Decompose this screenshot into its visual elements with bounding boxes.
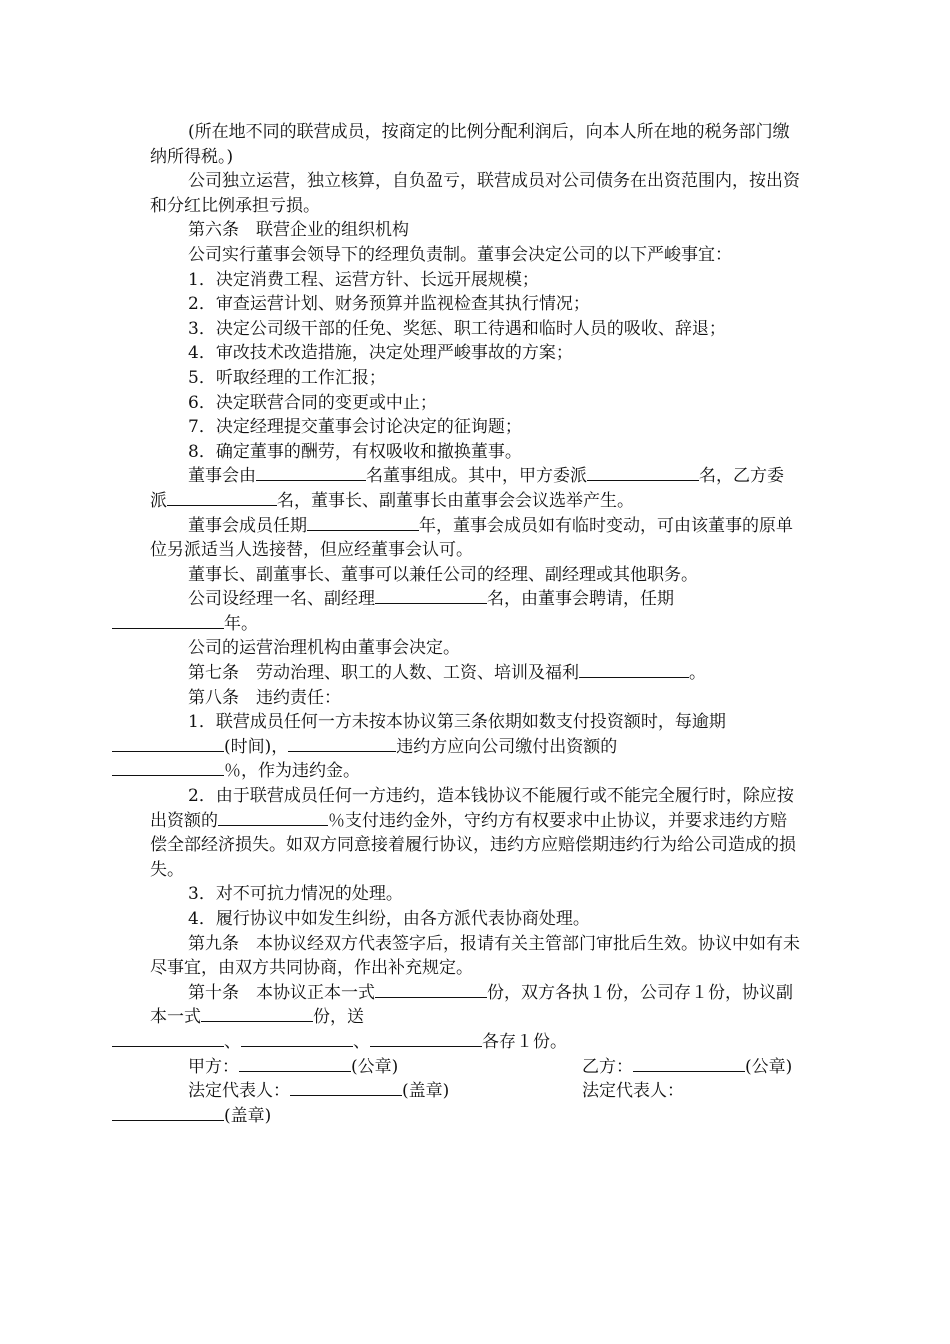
fill-blank (370, 1030, 482, 1047)
fill-blank (112, 612, 224, 629)
signature-parties (150, 1055, 800, 1080)
paragraph-concurrent-posts: 董事长、副董事长、董事可以兼任公司的经理、副经理或其他职务。 (188, 564, 698, 585)
paragraph-board-composition (150, 464, 800, 513)
list-item: 6．决定联营合同的变更或中止； (188, 392, 437, 413)
text: 名，董事长、副董事长由董事会会议选举产生。 (277, 490, 634, 511)
article-10 (150, 981, 800, 1055)
text: 公司设经理一名、副经理 (188, 589, 375, 610)
fill-blank (112, 735, 224, 752)
fill-blank (112, 1030, 224, 1047)
party-b-label: 乙方： (582, 1056, 633, 1077)
article-8-heading: 第八条 违约责任： (188, 687, 341, 708)
fill-blank (290, 1079, 402, 1096)
fill-blank (633, 1055, 745, 1072)
fill-blank (112, 1104, 224, 1121)
text: 名董事组成。其中，甲方委派 (366, 466, 587, 487)
text: 、 (353, 1031, 370, 1052)
fill-blank (256, 464, 366, 481)
fill-blank (307, 514, 419, 531)
paragraph-tax: (所在地不同的联营成员，按商定的比例分配利润后，向本人所在地的税务部门缴纳所得税。) (150, 122, 790, 167)
fill-blank (375, 981, 487, 998)
paragraph-management: 公司的运营治理机构由董事会决定。 (188, 638, 460, 659)
signature-representatives (150, 1079, 800, 1128)
fill-blank (167, 489, 277, 506)
paragraph-penalty-2 (150, 784, 800, 882)
paragraph-penalty-1 (150, 710, 800, 784)
text: 份，送 (313, 1007, 364, 1028)
rep-a-stamp: (盖章) (402, 1081, 450, 1102)
text: 。 (689, 663, 706, 684)
list-item: 3．决定公司级干部的任免、奖惩、职工待遇和临时人员的吸收、辞退； (188, 318, 726, 339)
text: 违约方应向公司缴付出资额的 (396, 736, 618, 757)
fill-blank (239, 1055, 351, 1072)
article-6-heading: 第六条 联营企业的组织机构 (188, 220, 409, 241)
text: 名，由董事会聘请，任期 (487, 589, 674, 610)
rep-b-label: 法定代表人： (582, 1081, 684, 1102)
list-item: 4．审改技术改造措施，决定处理严峻事故的方案； (188, 343, 573, 364)
list-item: 7．决定经理提交董事会讨论决定的征询题； (188, 417, 522, 438)
contract-document (150, 120, 800, 1128)
rep-a-label: 法定代表人： (188, 1081, 290, 1102)
text: 年，董事会成员如有临时变动，可由该董事的原单位另派适当人选接替，但应经董事会认可。 (150, 515, 793, 561)
party-b-seal: (公章) (745, 1056, 793, 1077)
paragraph-manager (150, 587, 800, 636)
article-9: 第九条 本协议经双方代表签字后，报请有关主管部门审批后生效。协议中如有未尽事宜，由双方共同协商，作出补充规定。 (150, 933, 800, 979)
list-item: 2．审查运营计划、财务预算并监视检查其执行情况； (188, 294, 590, 315)
text: 各存１份。 (482, 1031, 567, 1052)
paragraph-board-term (150, 514, 800, 563)
paragraph-board-responsibility: 公司实行董事会领导下的经理负责制。董事会决定公司的以下严峻事宜： (188, 244, 732, 265)
text: ％支付违约金外，守约方有权要求中止协议，并要求违约方赔偿全部经济损失。如双方同意接着履行协议，违约方应赔偿期违约行为给公司造成的损失。 (150, 810, 796, 880)
fill-blank (375, 587, 487, 604)
text: 第七条 劳动治理、职工的人数、工资、培训及福利 (188, 663, 579, 684)
party-a-seal: (公章) (351, 1056, 399, 1077)
fill-blank (587, 464, 699, 481)
list-item: 1．决定消费工程、运营方针、长远开展规模； (188, 269, 539, 290)
text: ％，作为违约金。 (224, 761, 360, 782)
text: 2．由于联营成员任何一方违约，造本钱协议不能履行或不能完全履行时，除应按出资额的 (150, 786, 794, 831)
fill-blank (288, 735, 396, 752)
paragraph-independent-operation: 公司独立运营，独立核算，自负盈亏，联营成员对公司债务在出资范围内，按出资和分红比例承担亏损。 (150, 171, 800, 216)
list-item: 4．履行协议中如发生纠纷，由各方派代表协商处理。 (188, 909, 590, 929)
text: 名，乙方委派 (150, 466, 784, 511)
fill-blank (579, 661, 689, 678)
text: 、 (224, 1031, 241, 1052)
text: 份，双方各执１份，公司存１份，协议副本一式 (150, 982, 793, 1028)
list-item: 3．对不可抗力情况的处理。 (188, 884, 403, 905)
text: 1．联营成员任何一方未按本协议第三条依期如数支付投资额时，每逾期 (188, 712, 726, 733)
fill-blank (201, 1005, 313, 1022)
text: 年。 (224, 613, 258, 634)
text: 董事会由 (188, 466, 256, 487)
fill-blank (241, 1030, 353, 1047)
fill-blank (218, 809, 328, 826)
text: 董事会成员任期 (188, 515, 307, 536)
party-a-label: 甲方： (188, 1056, 239, 1077)
text: 第十条 本协议正本一式 (188, 982, 375, 1003)
fill-blank (112, 759, 224, 776)
list-item: 8．确定董事的酬劳，有权吸收和撤换董事。 (188, 441, 522, 462)
article-7-heading (150, 661, 800, 686)
list-item: 5．听取经理的工作汇报； (188, 367, 386, 388)
text: (时间)， (224, 736, 289, 757)
rep-b-stamp: (盖章) (224, 1105, 272, 1126)
